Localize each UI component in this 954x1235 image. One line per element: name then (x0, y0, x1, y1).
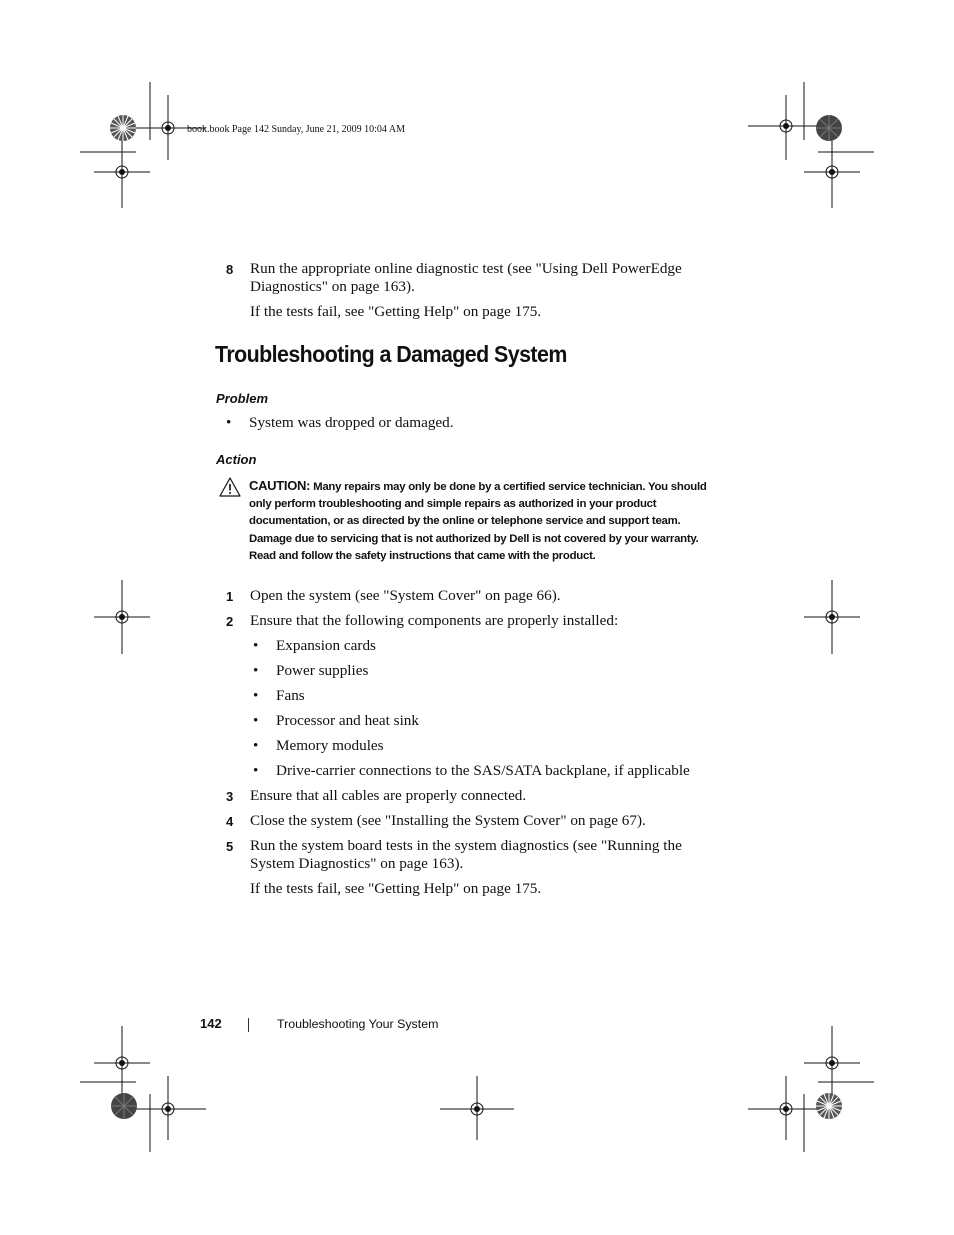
registration-target (132, 1076, 206, 1140)
step-note: If the tests fail, see "Getting Help" on page 175. (250, 880, 542, 897)
registration-target (804, 1026, 860, 1100)
list-item-text: Drive-carrier connections to the SAS/SATA backplane, if applicable (276, 762, 690, 779)
list-item-text: Power supplies (276, 662, 369, 679)
caution-notice (249, 477, 719, 565)
step-text: Run the system board tests in the system diagnostics (see "Running the System Diagnostics" on page 163). (250, 837, 682, 872)
step-number: 8 (226, 262, 234, 277)
step-note: If the tests fail, see "Getting Help" on page 175. (250, 303, 542, 320)
caution-icon (219, 477, 241, 497)
footer-section-title: Troubleshooting Your System (277, 1017, 439, 1031)
step-number: 5 (226, 839, 234, 854)
bullet-dot: • (253, 762, 259, 779)
step-text: Open the system (see "System Cover" on page 66). (250, 587, 561, 604)
registration-target (748, 95, 822, 160)
footer-divider (248, 1018, 249, 1032)
starburst-target (110, 115, 136, 141)
registration-target (94, 580, 150, 654)
step-number: 3 (226, 789, 234, 804)
registration-target (440, 1076, 514, 1140)
list-item-text: System was dropped or damaged. (249, 414, 454, 431)
problem-heading: Problem (216, 391, 269, 406)
bullet-dot: • (253, 687, 259, 704)
step-number: 4 (226, 814, 234, 829)
starburst-target (816, 1093, 842, 1119)
list-item-text: Fans (276, 687, 305, 704)
registration-target (804, 135, 860, 208)
starburst-target (816, 115, 842, 141)
step-text: Ensure that the following components are properly installed: (250, 612, 619, 629)
section-title: Troubleshooting a Damaged System (215, 341, 567, 367)
registration-target (94, 1026, 150, 1100)
bullet-dot: • (253, 662, 259, 679)
step-text: Ensure that all cables are properly connected. (250, 787, 527, 804)
step-number: 1 (226, 589, 234, 604)
step-number: 2 (226, 614, 234, 629)
starburst-target (111, 1093, 137, 1119)
step-text: Run the appropriate online diagnostic test (see "Using Dell PowerEdge Diagnostics" on page 163). (250, 260, 682, 295)
bullet-dot: • (253, 637, 259, 654)
list-item-text: Memory modules (276, 737, 384, 754)
caution-text: Many repairs may only be done by a certified service technician. You should only perform troubleshooting and simple repairs as authorized in your product documentation, or as directed by the online or telephone service and support team. Damage due to servicing that is not authorized by Dell is not covered by your warranty. Read and follow the safety instructions that came with the product. (249, 481, 707, 562)
bullet-dot: • (226, 414, 232, 431)
bullet-dot: • (253, 712, 259, 729)
list-item-text: Processor and heat sink (276, 712, 419, 729)
list-item-text: Expansion cards (276, 637, 376, 654)
step-text: Close the system (see "Installing the System Cover" on page 67). (250, 812, 646, 829)
registration-target (748, 1076, 822, 1140)
caution-label: CAUTION: (249, 478, 311, 493)
bullet-dot: • (253, 737, 259, 754)
action-heading: Action (216, 452, 257, 467)
registration-target (94, 135, 150, 208)
page-number: 142 (200, 1016, 222, 1031)
print-slug: book.book Page 142 Sunday, June 21, 2009 10:04 AM (187, 124, 405, 135)
registration-target (804, 580, 860, 654)
